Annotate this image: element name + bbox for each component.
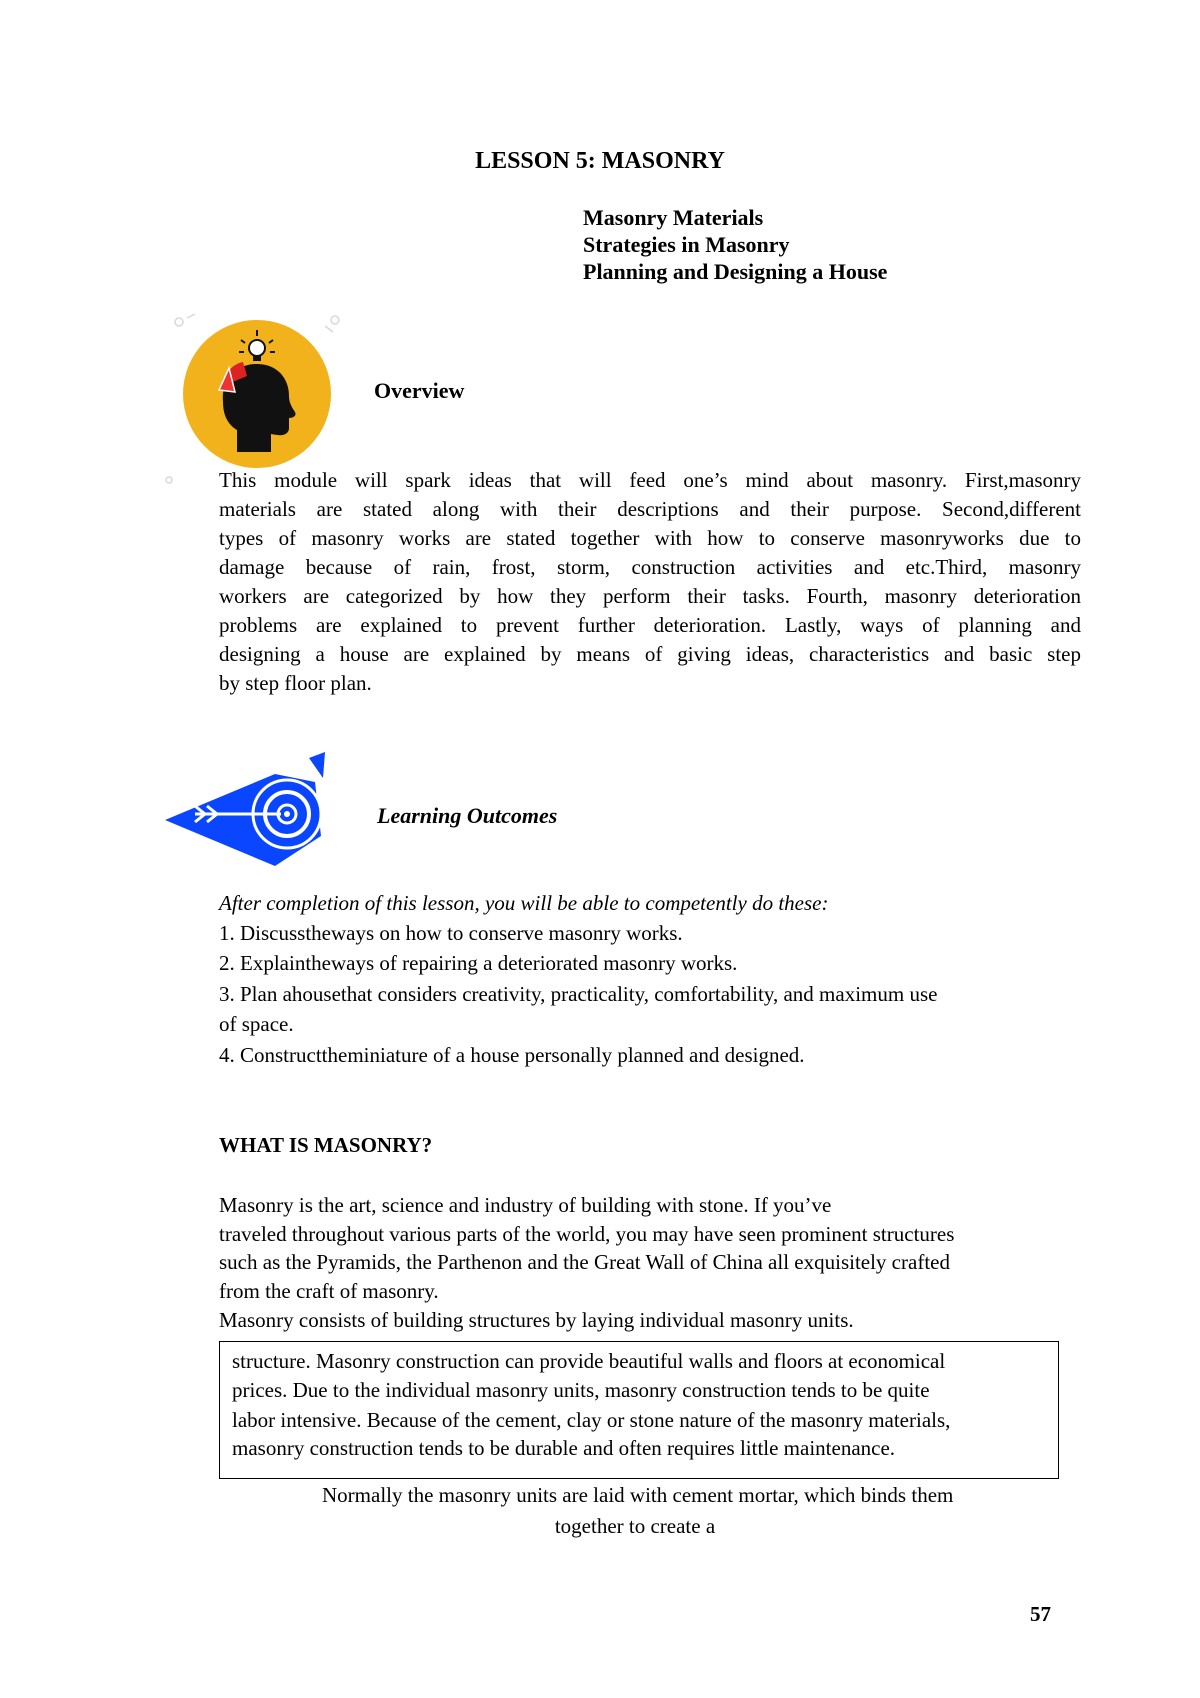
- topic-masonry-materials: Masonry Materials: [583, 205, 764, 230]
- outcomes-intro: After completion of this lesson, you will be able to competently do these:: [219, 891, 829, 915]
- outcome-item-3-cont: of space.: [219, 1012, 294, 1036]
- page-number: 57: [1030, 1602, 1051, 1626]
- overview-line: designing a house are explained by means of giving ideas, characteristics and basic step: [219, 642, 1081, 666]
- masonry-line: such as the Pyramids, the Parthenon and the Great Wall of China all exquisitely crafted: [219, 1250, 950, 1274]
- masonry-line: from the craft of masonry.: [219, 1279, 439, 1303]
- lesson-title: LESSON 5: MASONRY: [475, 148, 725, 174]
- box-line: prices. Due to the individual masonry units, masonry construction tends to be quite: [232, 1378, 930, 1402]
- overview-heading: Overview: [374, 378, 465, 403]
- outcome-item-3: 3. Plan ahousethat considers creativity, practicality, comfortability, and maximum use: [219, 982, 938, 1006]
- overview-line: problems are explained to prevent further deterioration. Lastly, ways of planning and: [219, 613, 1081, 637]
- overview-line: This module will spark ideas that will feed one’s mind about masonry. First,masonry: [219, 468, 1081, 492]
- masonry-line: Masonry is the art, science and industry of building with stone. If you’ve: [219, 1193, 832, 1217]
- overview-line: damage because of rain, frost, storm, construction activities and etc.Third, masonry: [219, 555, 1081, 579]
- overview-line: materials are stated along with their descriptions and their purpose. Second,different: [219, 497, 1081, 521]
- what-is-masonry-heading: WHAT IS MASONRY?: [219, 1133, 433, 1157]
- masonry-line: Masonry consists of building structures by laying individual masonry units.: [219, 1308, 854, 1332]
- outcome-item-2: 2. Explaintheways of repairing a deteriorated masonry works.: [219, 951, 738, 975]
- outcome-item-4: 4. Constructtheminiature of a house personally planned and designed.: [219, 1043, 805, 1067]
- learning-outcomes-heading: Learning Outcomes: [377, 803, 558, 828]
- box-line: structure. Masonry construction can provide beautiful walls and floors at economical: [232, 1349, 946, 1373]
- target-arrow-icon: [165, 748, 335, 870]
- outcome-item-1: 1. Discusstheways on how to conserve masonry works.: [219, 921, 683, 945]
- masonry-line: traveled throughout various parts of the world, you may have seen prominent structures: [219, 1222, 955, 1246]
- overview-line: types of masonry works are stated together with how to conserve masonryworks due to: [219, 526, 1081, 550]
- box-line: masonry construction tends to be durable and often requires little maintenance.: [232, 1436, 896, 1460]
- head-lightbulb-icon: [165, 312, 345, 492]
- box-line: labor intensive. Because of the cement, clay or stone nature of the masonry materials,: [232, 1408, 951, 1432]
- topic-strategies: Strategies in Masonry: [583, 232, 790, 257]
- masonry-text-box: [219, 1341, 1059, 1479]
- topic-planning: Planning and Designing a House: [583, 259, 888, 284]
- overview-paragraph: [219, 466, 1081, 698]
- masonry-after-line: Normally the masonry units are laid with cement mortar, which binds them: [322, 1483, 954, 1507]
- masonry-after-line: together to create a: [554, 1514, 716, 1538]
- overview-line: workers are categorized by how they perform their tasks. Fourth, masonry deterioration: [219, 584, 1081, 608]
- overview-line: by step floor plan.: [219, 671, 372, 695]
